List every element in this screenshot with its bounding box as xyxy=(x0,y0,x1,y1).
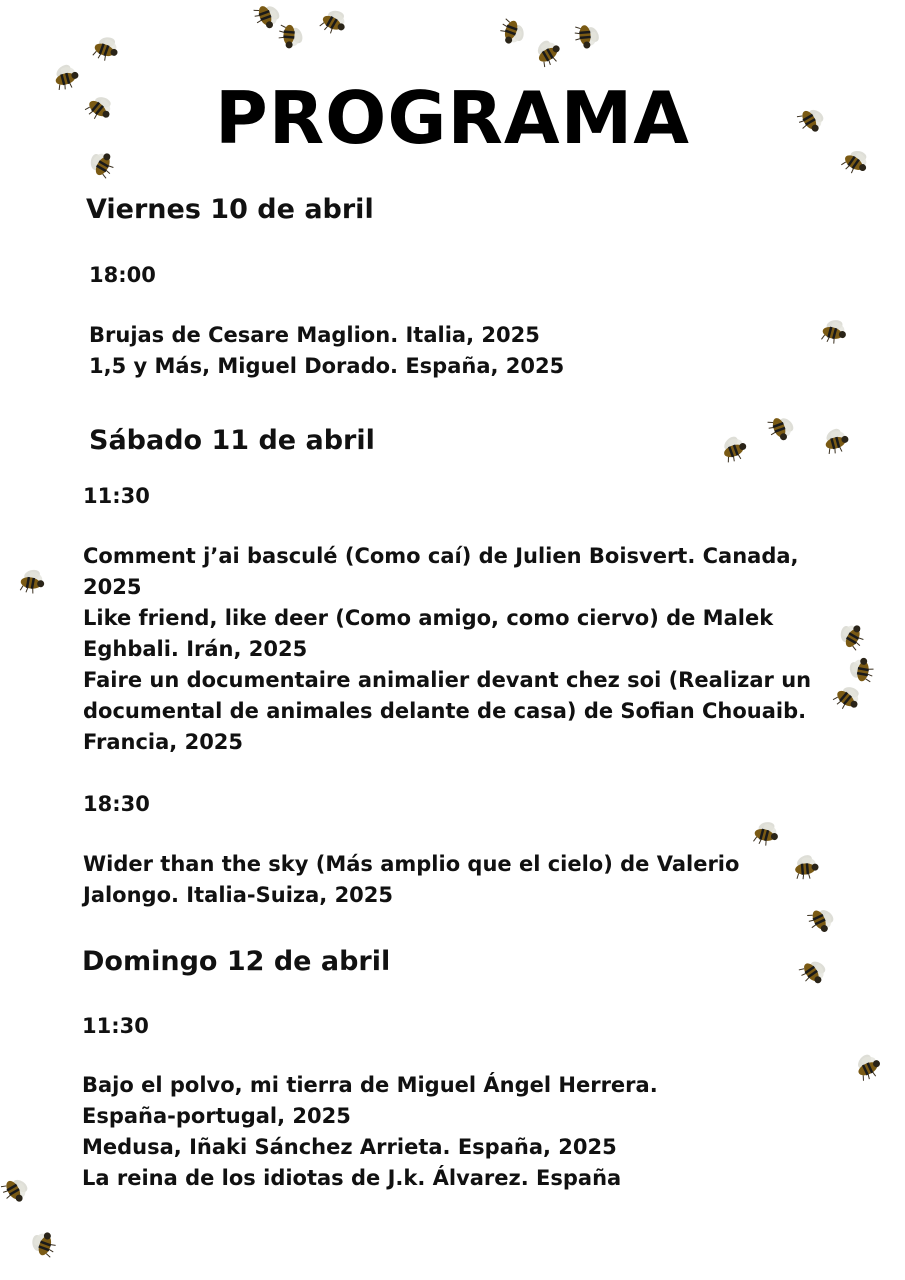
bee-icon xyxy=(276,20,306,50)
bee-icon xyxy=(718,434,748,464)
bee-icon xyxy=(0,1174,30,1204)
bee-icon xyxy=(572,20,602,50)
day-heading-saturday: Sábado 11 de abril xyxy=(89,425,375,456)
session-time: 18:00 xyxy=(89,263,156,287)
film-line: documental de animales delante de casa) de Sofian Chouaib. xyxy=(83,699,807,723)
bee-icon xyxy=(16,566,46,596)
film-line: Wider than the sky (Más amplio que el cielo) de Valerio xyxy=(83,852,740,876)
bee-icon xyxy=(532,38,562,68)
film-line: Jalongo. Italia-Suiza, 2025 xyxy=(83,883,394,907)
film-line: Eghbali. Irán, 2025 xyxy=(83,637,308,661)
film-line: 1,5 y Más, Miguel Dorado. España, 2025 xyxy=(89,354,565,378)
bee-icon xyxy=(84,92,114,122)
bee-icon xyxy=(498,16,528,46)
bee-icon xyxy=(750,818,780,848)
film-line: Comment j’ai basculé (Como caí) de Julien Boisvert. Canada, xyxy=(83,544,799,568)
film-line: La reina de los idiotas de J.k. Álvarez. España xyxy=(82,1166,622,1190)
film-line: Francia, 2025 xyxy=(83,730,244,754)
bee-icon xyxy=(86,150,116,180)
film-line: España-portugal, 2025 xyxy=(82,1104,351,1128)
bee-icon xyxy=(790,852,820,882)
day-heading-sunday: Domingo 12 de abril xyxy=(82,946,391,977)
bee-icon xyxy=(318,6,348,36)
bee-icon xyxy=(820,426,850,456)
bee-icon xyxy=(836,622,866,652)
film-line: Like friend, like deer (Como amigo, como ciervo) de Malek xyxy=(83,606,774,630)
bee-icon xyxy=(796,104,826,134)
film-line: 2025 xyxy=(83,575,142,599)
bee-icon xyxy=(766,412,796,442)
bee-icon xyxy=(840,146,870,176)
session-time: 18:30 xyxy=(83,792,150,816)
bee-icon xyxy=(50,62,80,92)
film-line: Medusa, Iñaki Sánchez Arrieta. España, 2025 xyxy=(82,1135,617,1159)
session-time: 11:30 xyxy=(83,484,150,508)
bee-icon xyxy=(852,1052,882,1082)
bee-icon xyxy=(818,316,848,346)
film-line: Brujas de Cesare Maglion. Italia, 2025 xyxy=(89,323,540,347)
bee-icon xyxy=(832,682,862,712)
program-title: PROGRAMA xyxy=(214,76,691,160)
film-line: Faire un documentaire animalier devant chez soi (Realizar un xyxy=(83,668,812,692)
session-time: 11:30 xyxy=(82,1014,149,1038)
bee-icon xyxy=(806,904,836,934)
bee-icon xyxy=(798,956,828,986)
day-heading-friday: Viernes 10 de abril xyxy=(86,194,374,225)
bee-icon xyxy=(90,33,120,63)
bee-icon xyxy=(28,1230,58,1260)
film-line: Bajo el polvo, mi tierra de Miguel Ángel Herrera. xyxy=(82,1073,658,1097)
